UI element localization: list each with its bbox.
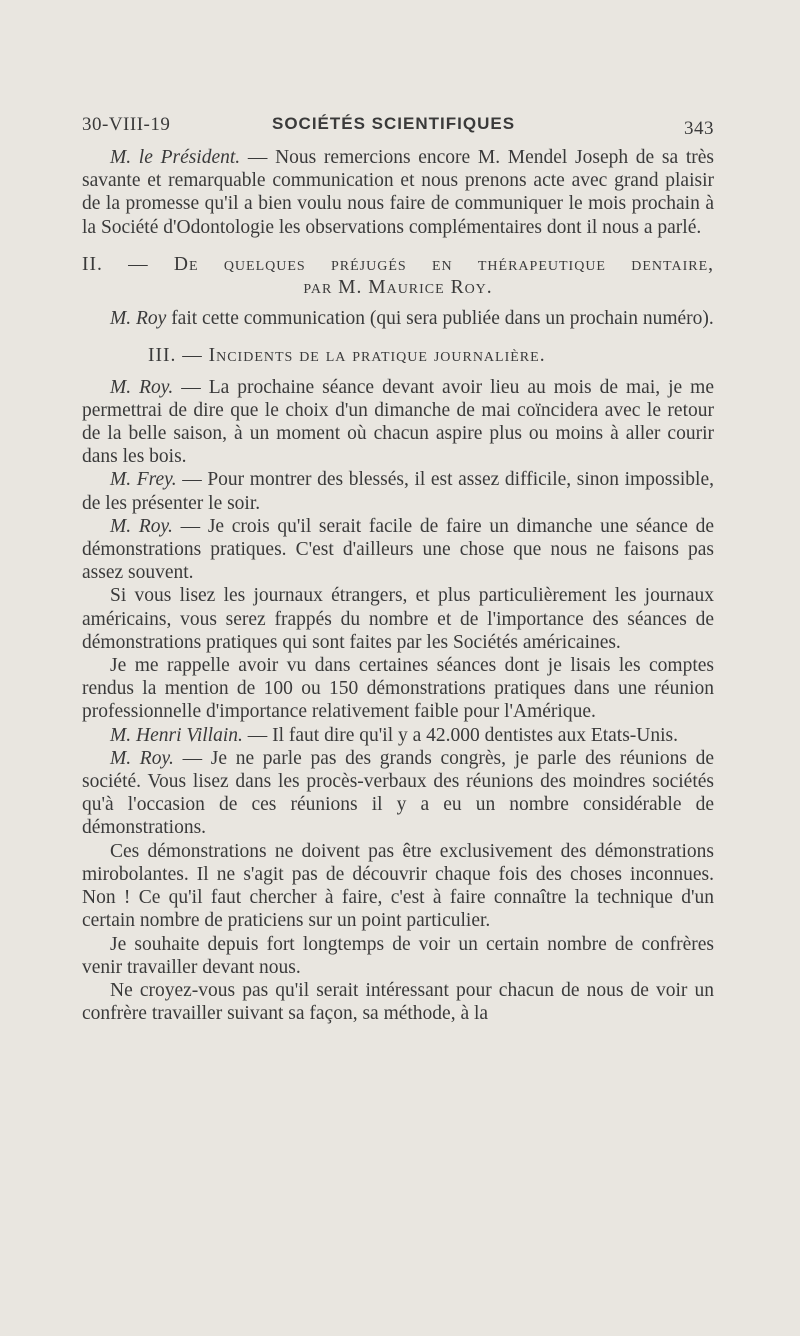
speaker-name: M. Roy. — [110, 515, 173, 537]
speaker-name: M. Roy. — [110, 747, 174, 769]
paragraph-text: — La prochaine séance devant avoir lieu au mois de mai, je me permettrai de dire que le choix d'un dimanche de mai coïncidera avec le retour de la belle saison, à un moment où chacun aspire plus ou moins à aller courir dans les bois. — [82, 376, 715, 468]
paragraph-text: — Je ne parle pas des grands congrès, je parle des réunions de société. Vous lisez dans les procès-verbaux des réunions des moindres sociétés qu'à l'occasion de ces réunions il y a eu un nombre considérable de démonstrations. — [82, 747, 714, 839]
paragraph-text: fait cette communication (qui sera publiée dans un prochain numéro). — [166, 308, 714, 330]
paragraph: Je souhaite depuis fort longtemps de voir un certain nombre de confrères venir travailler devant nous. — [82, 933, 714, 978]
paragraph: Si vous lisez les journaux étrangers, et plus particulièrement les journaux américains, vous serez frappés du nombre et de l'importance des séances de démonstrations pratiques qui sont faites par les Sociétés américaines. — [82, 585, 714, 653]
paragraph-text: — Pour montrer des blessés, il est assez difficile, sinon impossible, de les présenter le soir. — [82, 469, 714, 514]
running-header — [82, 114, 714, 144]
paragraph-text: — Il faut dire qu'il y a 42.000 dentistes aux Etats-Unis. — [242, 724, 679, 746]
header-date: 30-VIII-19 — [82, 114, 171, 135]
header-title: SOCIÉTÉS SCIENTIFIQUES — [272, 114, 516, 133]
paragraph-text: — Nous remercions encore M. Mendel Joseph de sa très savante et remarquable communication et nous prenons acte avec grand plaisir de la promesse qu'il a bien voulu nous faire de communiquer le mois prochain à la Société d'Odontologie les observations complémentaires dont il nous a parlé. — [82, 147, 714, 238]
speaker-name: M. Henri Villain. — [110, 724, 243, 746]
paragraph — [82, 747, 714, 840]
paragraph — [82, 468, 714, 514]
paragraph — [82, 146, 714, 239]
paragraph — [82, 376, 714, 469]
page-number: 343 — [684, 118, 714, 139]
speaker-name: M. le Président. — [110, 147, 241, 168]
speaker-name: M. Frey. — [110, 469, 177, 491]
speaker-name: M. Roy. — [110, 376, 174, 398]
paragraph-text: — Je crois qu'il serait facile de faire un dimanche une séance de démonstrations pratiques. C'est d'ailleurs une chose que nous ne faisons pas assez souvent. — [82, 515, 714, 584]
paragraph — [82, 515, 714, 585]
paragraph: Je me rappelle avoir vu dans certaines séances dont je lisais les comptes rendus la mention de 100 ou 150 démonstrations pratiques dans une réunion professionnelle d'importance relativement faible pour l'Amérique. — [82, 655, 714, 723]
section-heading-2-author: par M. Maurice Roy. — [303, 277, 493, 299]
page-body — [82, 146, 714, 1025]
paragraph: Ces démonstrations ne doivent pas être exclusivement des démonstrations mirobolantes. Il ne s'agit pas de découvrir chaque fois des choses inconnues. Non ! Ce qu'il faut chercher à faire, c'est à faire connaître la technique d'un certain nombre de praticiens sur un point particulier. — [82, 840, 714, 932]
section-heading-2: II. — De quelques préjugés en thérapeutique dentaire, — [82, 253, 714, 275]
speaker-name: M. Roy — [110, 308, 167, 330]
paragraph — [82, 724, 714, 747]
section-heading-3: III. — Incidents de la pratique journalière. — [148, 345, 546, 367]
paragraph — [82, 307, 714, 330]
paragraph: Ne croyez-vous pas qu'il serait intéressant pour chacun de nous de voir un confrère travailler suivant sa façon, sa méthode, à la — [82, 979, 714, 1025]
